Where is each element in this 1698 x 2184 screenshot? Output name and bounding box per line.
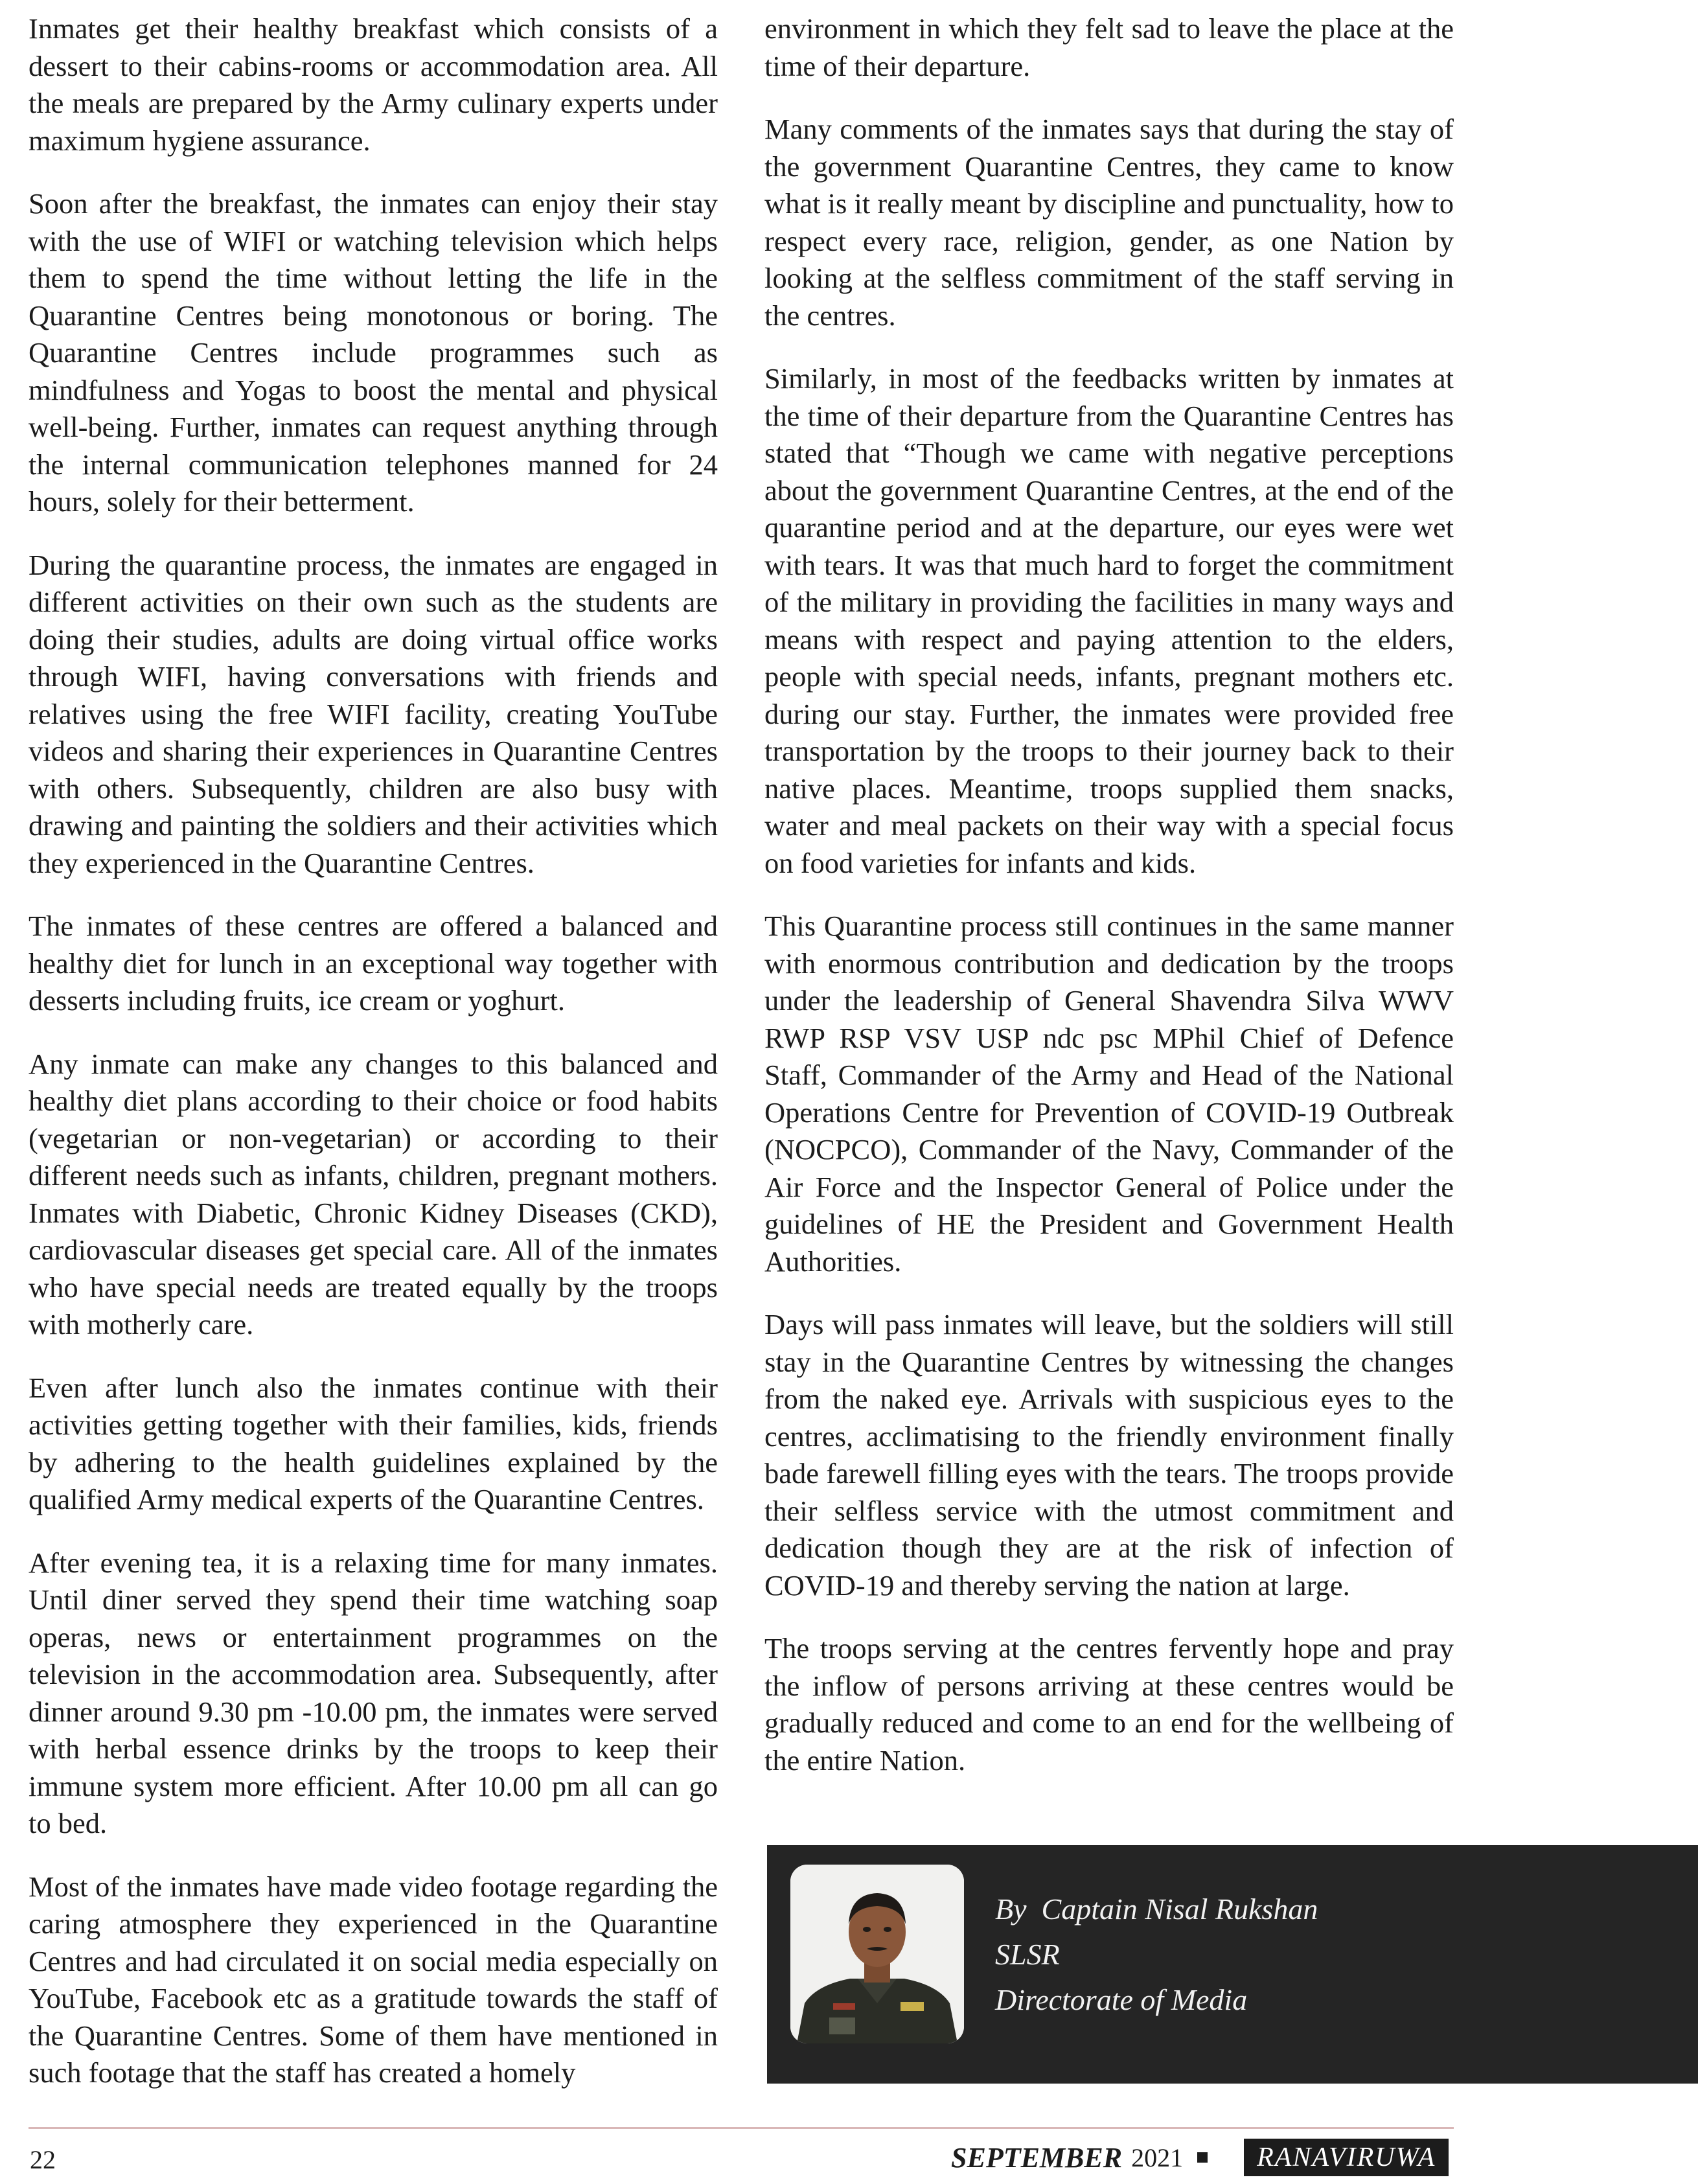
byline-unit: SLSR (995, 1938, 1060, 1971)
footer-divider (29, 2127, 1454, 2129)
paragraph: Most of the inmates have made video footage regarding the caring atmosphere they experienced in the Quarantine Centres and had circulated it on social media especially on YouTube, Facebook etc as a gratitude towards the staff of the Quarantine Centres. Some of them have mentioned in such footage that the staff has created a homely (29, 1870, 718, 2089)
author-photo (790, 1865, 964, 2043)
magazine-name: RANAVIRUWA (1244, 2139, 1449, 2176)
paragraph: Inmates get their healthy breakfast which consists of a dessert to their cabins-rooms or accommodation area. All the meals are prepared by the Army culinary experts under maximum hygiene assurance. (29, 12, 718, 157)
paragraph: During the quarantine process, the inmates are engaged in different activities on their own such as the students are doing their studies, adults are doing virtual office works through WIFI, having conversations with friends and relatives using the free WIFI facility, creating YouTube videos and sharing their experiences in Quarantine Centres with others. Subsequently, children are also busy with drawing and painting the soldiers and their activities which they experienced in the Quarantine Centres. (29, 548, 718, 879)
paragraph: The inmates of these centres are offered a balanced and healthy diet for lunch in an exceptional way together with desserts including fruits, ice cream or yoghurt. (29, 910, 718, 1017)
paragraph: The troops serving at the centres fervently hope and pray the inflow of persons arriving at these centres would be gradually reduced and come to an end for the wellbeing of the entire Nation. (764, 1632, 1454, 1776)
square-bullet-icon (1197, 2152, 1208, 2163)
issue-year: 2021 (1131, 2143, 1184, 2172)
paragraph: This Quarantine process still continues in the same manner with enormous contribution and dedication by the troops under the leadership of General Shavendra Silva WWV RWP RSP VSV USP ndc psc MPhil Chief of Defence Staff, Commander of the Army and Head of the National Operations Centre for Prevention of COVID-19 Outbreak (NOCPCO), Commander of the Navy, Commander of the Air Force and the Inspector General of Police under the guidelines of HE the President and Government Health Authorities. (764, 910, 1454, 1278)
paragraph: environment in which they felt sad to leave the place at the time of their departure. (764, 12, 1454, 82)
byline-text (995, 1887, 1318, 2023)
page-number: 22 (30, 2145, 56, 2174)
byline-department: Directorate of Media (995, 1983, 1248, 2016)
article-left-column (29, 10, 718, 2118)
footer-masthead (951, 2138, 1449, 2177)
author-byline-box (767, 1845, 1698, 2084)
paragraph: Soon after the breakfast, the inmates can enjoy their stay with the use of WIFI or watching television which helps them to spend the time without letting the life in the Quarantine Centres being monotonous or boring. The Quarantine Centres include programmes such as mindfulness and Yogas to boost the mental and physical well-being. Further, inmates can request anything through the internal communication telephones manned for 24 hours, solely for their betterment. (29, 187, 718, 518)
paragraph: After evening tea, it is a relaxing time for many inmates. Until diner served they spend their time watching soap operas, news or entertainment programmes on the television in the accommodation area. Subsequently, after dinner around 9.30 pm -10.00 pm, the inmates were served with herbal essence drinks by the troops to keep their immune system more efficient. After 10.00 pm all can go to bed. (29, 1546, 718, 1839)
paragraph: Any inmate can make any changes to this balanced and healthy diet plans according to their choice or food habits (vegetarian or non-vegetarian) or according to their different needs such as infants, children, pregnant mothers. Inmates with Diabetic, Chronic Kidney Diseases (CKD), cardiovascular diseases get special care. All of the inmates who have special needs are treated equally by the troops with motherly care. (29, 1047, 718, 1340)
issue-month: SEPTEMBER (951, 2141, 1123, 2174)
paragraph: Many comments of the inmates says that during the stay of the government Quarantine Centres, they came to know what is it really meant by discipline and punctuality, how to respect every race, religion, gender, as one Nation by looking at the selfless commitment of the staff serving in the centres. (764, 113, 1454, 332)
byline-author: By Captain Nisal Rukshan (995, 1892, 1318, 1925)
article-right-column (764, 10, 1454, 1805)
paragraph: Days will pass inmates will leave, but the soldiers will still stay in the Quarantine Centres by witnessing the changes from the naked eye. Arrivals with suspicious eyes to the centres, acclimatising to the friendly environment finally bade farewell filling eyes with the tears. The troops provide their selfless service with the utmost commitment and dedication though they are at the risk of infection of COVID-19 and thereby serving the nation at large. (764, 1308, 1454, 1602)
paragraph: Even after lunch also the inmates continue with their activities getting together with their families, kids, friends by adhering to the health guidelines explained by the qualified Army medical experts of the Quarantine Centres. (29, 1371, 718, 1515)
author-portrait-icon (790, 1865, 964, 2043)
paragraph: Similarly, in most of the feedbacks written by inmates at the time of their departure from the Quarantine Centres has stated that “Though we came with negative perceptions about the government Quarantine Centres, at the end of the quarantine period and at the departure, our eyes were wet with tears. It was that much hard to forget the commitment of the military in providing the facilities in many ways and means with respect and paying attention to the elders, people with special needs, infants, pregnant mothers etc. during our stay. Further, the inmates were provided free transportation by the troops to their journey back to their native places. Meantime, troops supplied them snacks, water and meal packets on their way with a special focus on food varieties for infants and kids. (764, 362, 1454, 879)
